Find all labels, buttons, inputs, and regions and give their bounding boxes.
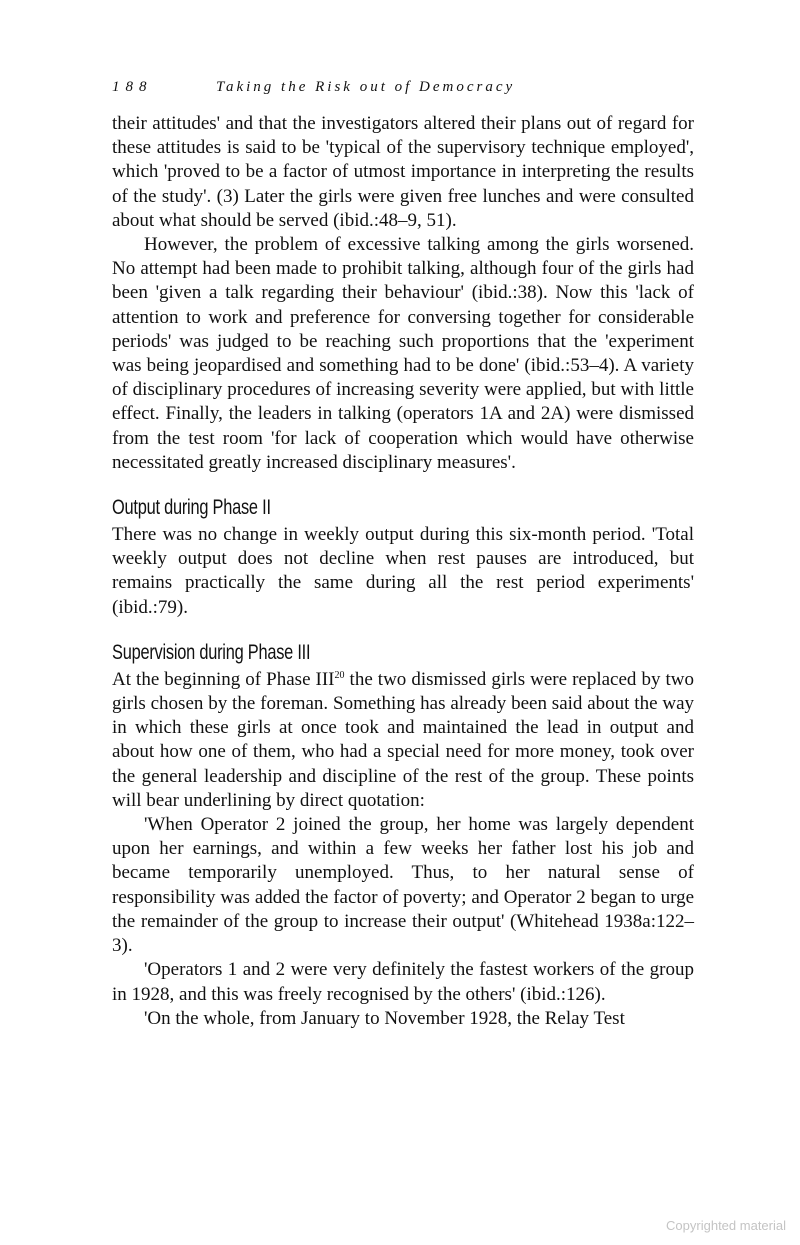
paragraph-1: their attitudes' and that the investigators altered their plans out of regard for these attitudes is said to be 'typical of the supervisory technique employed', which 'proved to be a factor of utmost importance in interpreting the results of the study'. (3) Later the girls were given free lunches and were consulted about what should be served (ibid.:48–9, 51).: [112, 113, 694, 231]
section-heading-output-phase-2: Output during Phase II: [112, 496, 271, 520]
paragraph-5: 'When Operator 2 joined the group, her home was largely dependent upon her earnings, and within a few weeks her father lost his job and became temporarily unemployed. Thus, to her natural sense of responsibility was added the factor of poverty; and Operator 2 began to urge the remainder of the group to increase their output' (Whitehead 1938a:122–3).: [112, 814, 694, 957]
book-page: [112, 76, 694, 1031]
paragraph-4: [112, 668, 694, 813]
body-text: [112, 112, 694, 1031]
running-title: Taking the Risk out of Democracy: [216, 79, 516, 95]
paragraph-4-start: At the beginning of Phase III: [112, 668, 335, 690]
paragraph-2: However, the problem of excessive talking among the girls worsened. No attempt had been made to prohibit talking, although four of the girls had been 'given a talk regarding their behaviour' (ibid.:38). Now this 'lack of attention to work and preference for conversing together for considerable periods' was judged to be reaching such proportions that the 'experiment was being jeopardised and something had to be done' (ibid.:53–4). A variety of disciplinary procedures of increasing severity were applied, but with little effect. Finally, the leaders in talking (operators 1A and 2A) were dismissed from the test room 'for lack of cooperation which would have otherwise necessitated greatly increased disciplinary measures'.: [112, 234, 694, 473]
section-heading-supervision-phase-3: Supervision during Phase III: [112, 640, 311, 664]
running-head: [112, 76, 694, 98]
page-number: 188: [112, 79, 153, 95]
paragraph-7: 'On the whole, from January to November 1928, the Relay Test: [144, 1007, 625, 1029]
paragraph-4-rest: the two dismissed girls were replaced by two girls chosen by the foreman. Something has already been said about the way in which these girls at once took and maintained the lead in output and about how one of them, who had a special need for more money, took over the general leadership and discipline of the rest of the group. These points will bear underlining by direct quotation:: [112, 668, 694, 811]
footnote-marker: 20: [334, 669, 345, 681]
paragraph-3: There was no change in weekly output during this six-month period. 'Total weekly output does not decline when rest pauses are introduced, but remains practically the same during all the rest period experiments' (ibid.:79).: [112, 524, 694, 618]
copyright-watermark: Copyrighted material: [666, 1218, 786, 1233]
paragraph-6: 'Operators 1 and 2 were very definitely the fastest workers of the group in 1928, and this was freely recognised by the others' (ibid.:126).: [112, 959, 694, 1005]
